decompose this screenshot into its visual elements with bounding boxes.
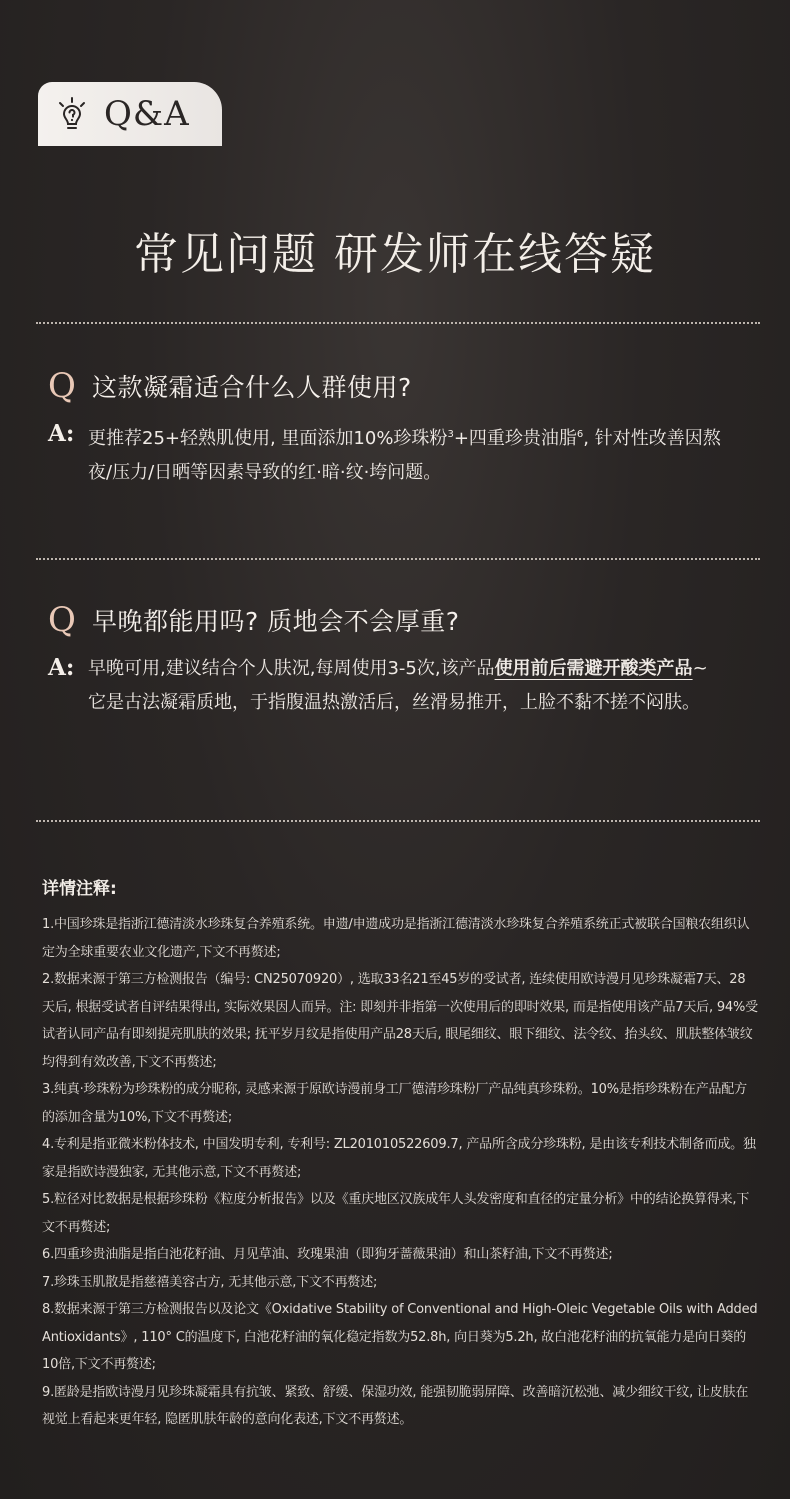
page-title: 常见问题 研发师在线答疑 bbox=[134, 229, 656, 280]
highlight-text: 使用前后需避开酸类产品 bbox=[494, 658, 693, 679]
a-letter: A: bbox=[48, 420, 75, 447]
qa-item-1 bbox=[48, 366, 748, 490]
notes-section bbox=[42, 874, 758, 1434]
a-letter: A: bbox=[48, 654, 75, 681]
answer-text: 早晚可用,建议结合个人肤况,每周使用3-5次,该产品使用前后需避开酸类产品~它是古法凝霜质地，于指腹温热激活后，丝滑易推开，上脸不黏不搓不闷肤。 bbox=[88, 658, 708, 713]
qa-badge bbox=[38, 82, 222, 146]
divider bbox=[36, 322, 760, 324]
note-item: 5.粒径对比数据是根据珍珠粉《粒度分析报告》以及《重庆地区汉族成年人头发密度和直径的定量分析》中的结论换算得来,下文不再赘述; bbox=[42, 1192, 750, 1235]
qa-item-2 bbox=[48, 600, 748, 720]
question-text: 早晚都能用吗? 质地会不会厚重? bbox=[92, 607, 460, 636]
lightbulb-question-icon bbox=[54, 96, 90, 132]
question-text: 这款凝霜适合什么人群使用? bbox=[92, 373, 412, 402]
note-item: 4.专利是指亚微米粉体技术, 中国发明专利, 专利号: ZL201010522609.7, 产品所含成分珍珠粉, 是由该专利技术制备而成。独家是指欧诗漫独家, 无其他示意,下文不再赘述; bbox=[42, 1137, 756, 1180]
badge-label: Q&A bbox=[104, 94, 190, 134]
note-item: 9.匿龄是指欧诗漫月见珍珠凝霜具有抗皱、紧致、舒缓、保湿功效, 能强韧脆弱屏障、改善暗沉松弛、减少细纹干纹, 让皮肤在视觉上看起来更年轻, 隐匿肌肤年龄的意向化表述,下文不再赘述。 bbox=[42, 1384, 749, 1427]
answer-text: 更推荐25+轻熟肌使用, 里面添加10%珍珠粉$^3$+四重珍贵油脂$^6$, 针对性改善因熬夜/压力/日晒等因素导致的红·暗·纹·垮问题。 bbox=[88, 428, 721, 483]
notes-title: 详情注释: bbox=[42, 879, 117, 899]
note-item: 8.数据来源于第三方检测报告以及论文《Oxidative Stability of Conventional and High-Oleic Vegetable Oils with Added Antioxidants》, 110° C的温度下, 白池花籽油的氧化稳定指数为52.8h, 向日葵为5.2h, 故白池花籽油的抗氧能力是向日葵的10倍,下文不再赘述; bbox=[42, 1302, 758, 1372]
divider bbox=[36, 820, 760, 822]
divider bbox=[36, 558, 760, 560]
q-letter: Q bbox=[48, 366, 76, 406]
note-item: 1.中国珍珠是指浙江德清淡水珍珠复合养殖系统。申遗/申遗成功是指浙江德清淡水珍珠复合养殖系统正式被联合国粮农组织认定为全球重要农业文化遗产,下文不再赘述; bbox=[42, 917, 750, 960]
note-item: 3.纯真·珍珠粉为珍珠粉的成分昵称, 灵感来源于原欧诗漫前身工厂德清珍珠粉厂产品纯真珍珠粉。10%是指珍珠粉在产品配方的添加含量为10%,下文不再赘述; bbox=[42, 1082, 747, 1125]
q-letter: Q bbox=[48, 600, 76, 640]
note-item: 2.数据来源于第三方检测报告（编号: CN25070920）, 选取33名21至45岁的受试者, 连续使用欧诗漫月见珍珠凝霜7天、28天后, 根据受试者自评结果得出, 实际效果因人而异。注: 即刻并非指第一次使用后的即时效果, 而是指使用该产品7天后, 94%受试者认同产品有即刻提亮肌肤的效果; 抚平岁月纹是指使用产品28天后, 眼尾细纹、眼下细纹、法令纹、抬头纹、肌肤整体皱纹均得到有效改善,下文不再赘述; bbox=[42, 972, 758, 1070]
note-item: 6.四重珍贵油脂是指白池花籽油、月见草油、玫瑰果油（即狗牙蔷薇果油）和山茶籽油,下文不再赘述; bbox=[42, 1247, 613, 1262]
note-item: 7.珍珠玉肌散是指慈禧美容古方, 无其他示意,下文不再赘述; bbox=[42, 1274, 378, 1290]
